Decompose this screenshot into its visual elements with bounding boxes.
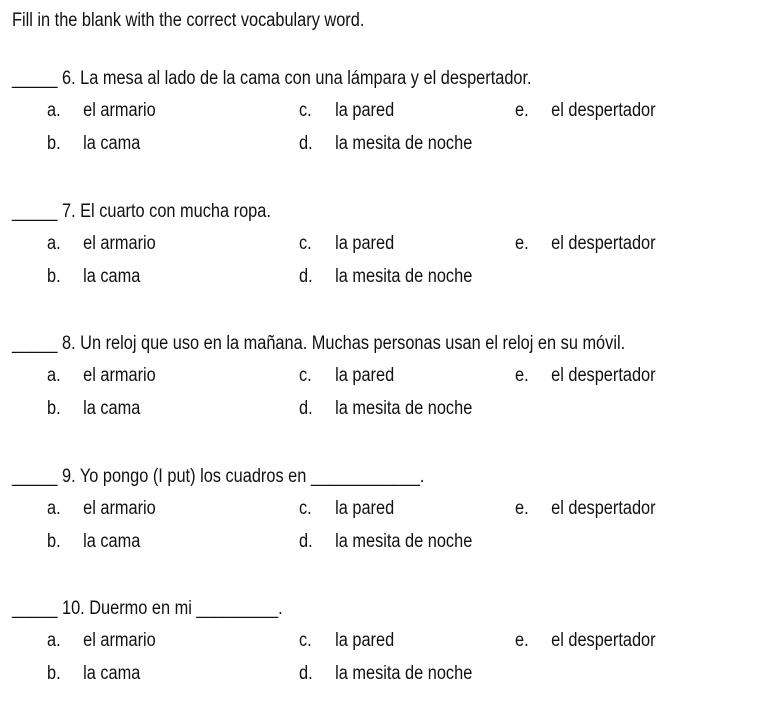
option-a bbox=[47, 231, 156, 257]
option-letter: d. bbox=[299, 663, 313, 684]
option-label: la pared bbox=[335, 365, 395, 386]
option-label: la pared bbox=[335, 630, 395, 651]
option-letter: d. bbox=[299, 266, 313, 287]
option-label: la pared bbox=[335, 100, 395, 121]
option-label: el despertador bbox=[551, 498, 656, 519]
question-text: _____ 9. Yo pongo (I put) los cuadros en ____________. bbox=[12, 466, 425, 487]
question-text: _____ 7. El cuarto con mucha ropa. bbox=[12, 201, 271, 222]
option-e bbox=[515, 231, 656, 257]
option-b bbox=[47, 529, 140, 555]
option-letter: e. bbox=[515, 365, 529, 386]
option-label: la mesita de noche bbox=[335, 266, 473, 287]
option-label: el armario bbox=[83, 233, 156, 254]
option-letter: b. bbox=[47, 133, 61, 154]
option-c bbox=[299, 496, 394, 522]
option-letter: c. bbox=[299, 498, 312, 519]
option-label: el armario bbox=[83, 100, 156, 121]
option-c bbox=[299, 98, 394, 124]
option-letter: d. bbox=[299, 133, 313, 154]
option-letter: d. bbox=[299, 531, 313, 552]
option-letter: c. bbox=[299, 233, 312, 254]
option-label: el armario bbox=[83, 630, 156, 651]
option-letter: a. bbox=[47, 498, 61, 519]
question-text: _____ 10. Duermo en mi _________. bbox=[12, 598, 283, 619]
option-label: el armario bbox=[83, 498, 156, 519]
option-letter: c. bbox=[299, 365, 312, 386]
option-letter: b. bbox=[47, 531, 61, 552]
option-label: el despertador bbox=[551, 630, 656, 651]
option-d bbox=[299, 529, 472, 555]
option-letter: a. bbox=[47, 233, 61, 254]
option-b bbox=[47, 396, 140, 422]
option-label: el despertador bbox=[551, 365, 656, 386]
option-letter: a. bbox=[47, 100, 61, 121]
question-9 bbox=[0, 464, 781, 574]
option-label: la mesita de noche bbox=[335, 663, 473, 684]
option-label: el despertador bbox=[551, 100, 656, 121]
option-label: la mesita de noche bbox=[335, 398, 473, 419]
option-label: la pared bbox=[335, 498, 395, 519]
option-b bbox=[47, 131, 140, 157]
question-8 bbox=[0, 331, 781, 441]
option-e bbox=[515, 628, 656, 654]
option-label: el armario bbox=[83, 365, 156, 386]
option-e bbox=[515, 98, 656, 124]
instructions: Fill in the blank with the correct vocabulary word. bbox=[12, 10, 365, 31]
option-c bbox=[299, 628, 394, 654]
option-label: la mesita de noche bbox=[335, 133, 473, 154]
option-e bbox=[515, 496, 656, 522]
option-label: la cama bbox=[83, 398, 141, 419]
question-text: _____ 8. Un reloj que uso en la mañana. Muchas personas usan el reloj en su móvil. bbox=[12, 333, 626, 354]
option-a bbox=[47, 363, 156, 389]
option-letter: b. bbox=[47, 398, 61, 419]
option-letter: a. bbox=[47, 630, 61, 651]
option-b bbox=[47, 264, 140, 290]
option-letter: e. bbox=[515, 233, 529, 254]
option-a bbox=[47, 98, 156, 124]
option-e bbox=[515, 363, 656, 389]
question-text: _____ 6. La mesa al lado de la cama con una lámpara y el despertador. bbox=[12, 68, 532, 89]
option-label: la cama bbox=[83, 663, 141, 684]
option-c bbox=[299, 231, 394, 257]
option-d bbox=[299, 661, 472, 687]
option-label: la cama bbox=[83, 133, 141, 154]
option-b bbox=[47, 661, 140, 687]
option-d bbox=[299, 131, 472, 157]
option-c bbox=[299, 363, 394, 389]
question-7 bbox=[0, 199, 781, 309]
option-letter: c. bbox=[299, 630, 312, 651]
question-6 bbox=[0, 66, 781, 176]
option-a bbox=[47, 628, 156, 654]
option-letter: d. bbox=[299, 398, 313, 419]
option-label: la cama bbox=[83, 266, 141, 287]
option-letter: b. bbox=[47, 266, 61, 287]
option-d bbox=[299, 396, 472, 422]
option-label: el despertador bbox=[551, 233, 656, 254]
option-label: la pared bbox=[335, 233, 395, 254]
option-label: la cama bbox=[83, 531, 141, 552]
option-label: la mesita de noche bbox=[335, 531, 473, 552]
option-letter: b. bbox=[47, 663, 61, 684]
option-letter: a. bbox=[47, 365, 61, 386]
option-letter: e. bbox=[515, 630, 529, 651]
option-a bbox=[47, 496, 156, 522]
option-d bbox=[299, 264, 472, 290]
question-10 bbox=[0, 596, 781, 706]
option-letter: e. bbox=[515, 498, 529, 519]
option-letter: e. bbox=[515, 100, 529, 121]
option-letter: c. bbox=[299, 100, 312, 121]
